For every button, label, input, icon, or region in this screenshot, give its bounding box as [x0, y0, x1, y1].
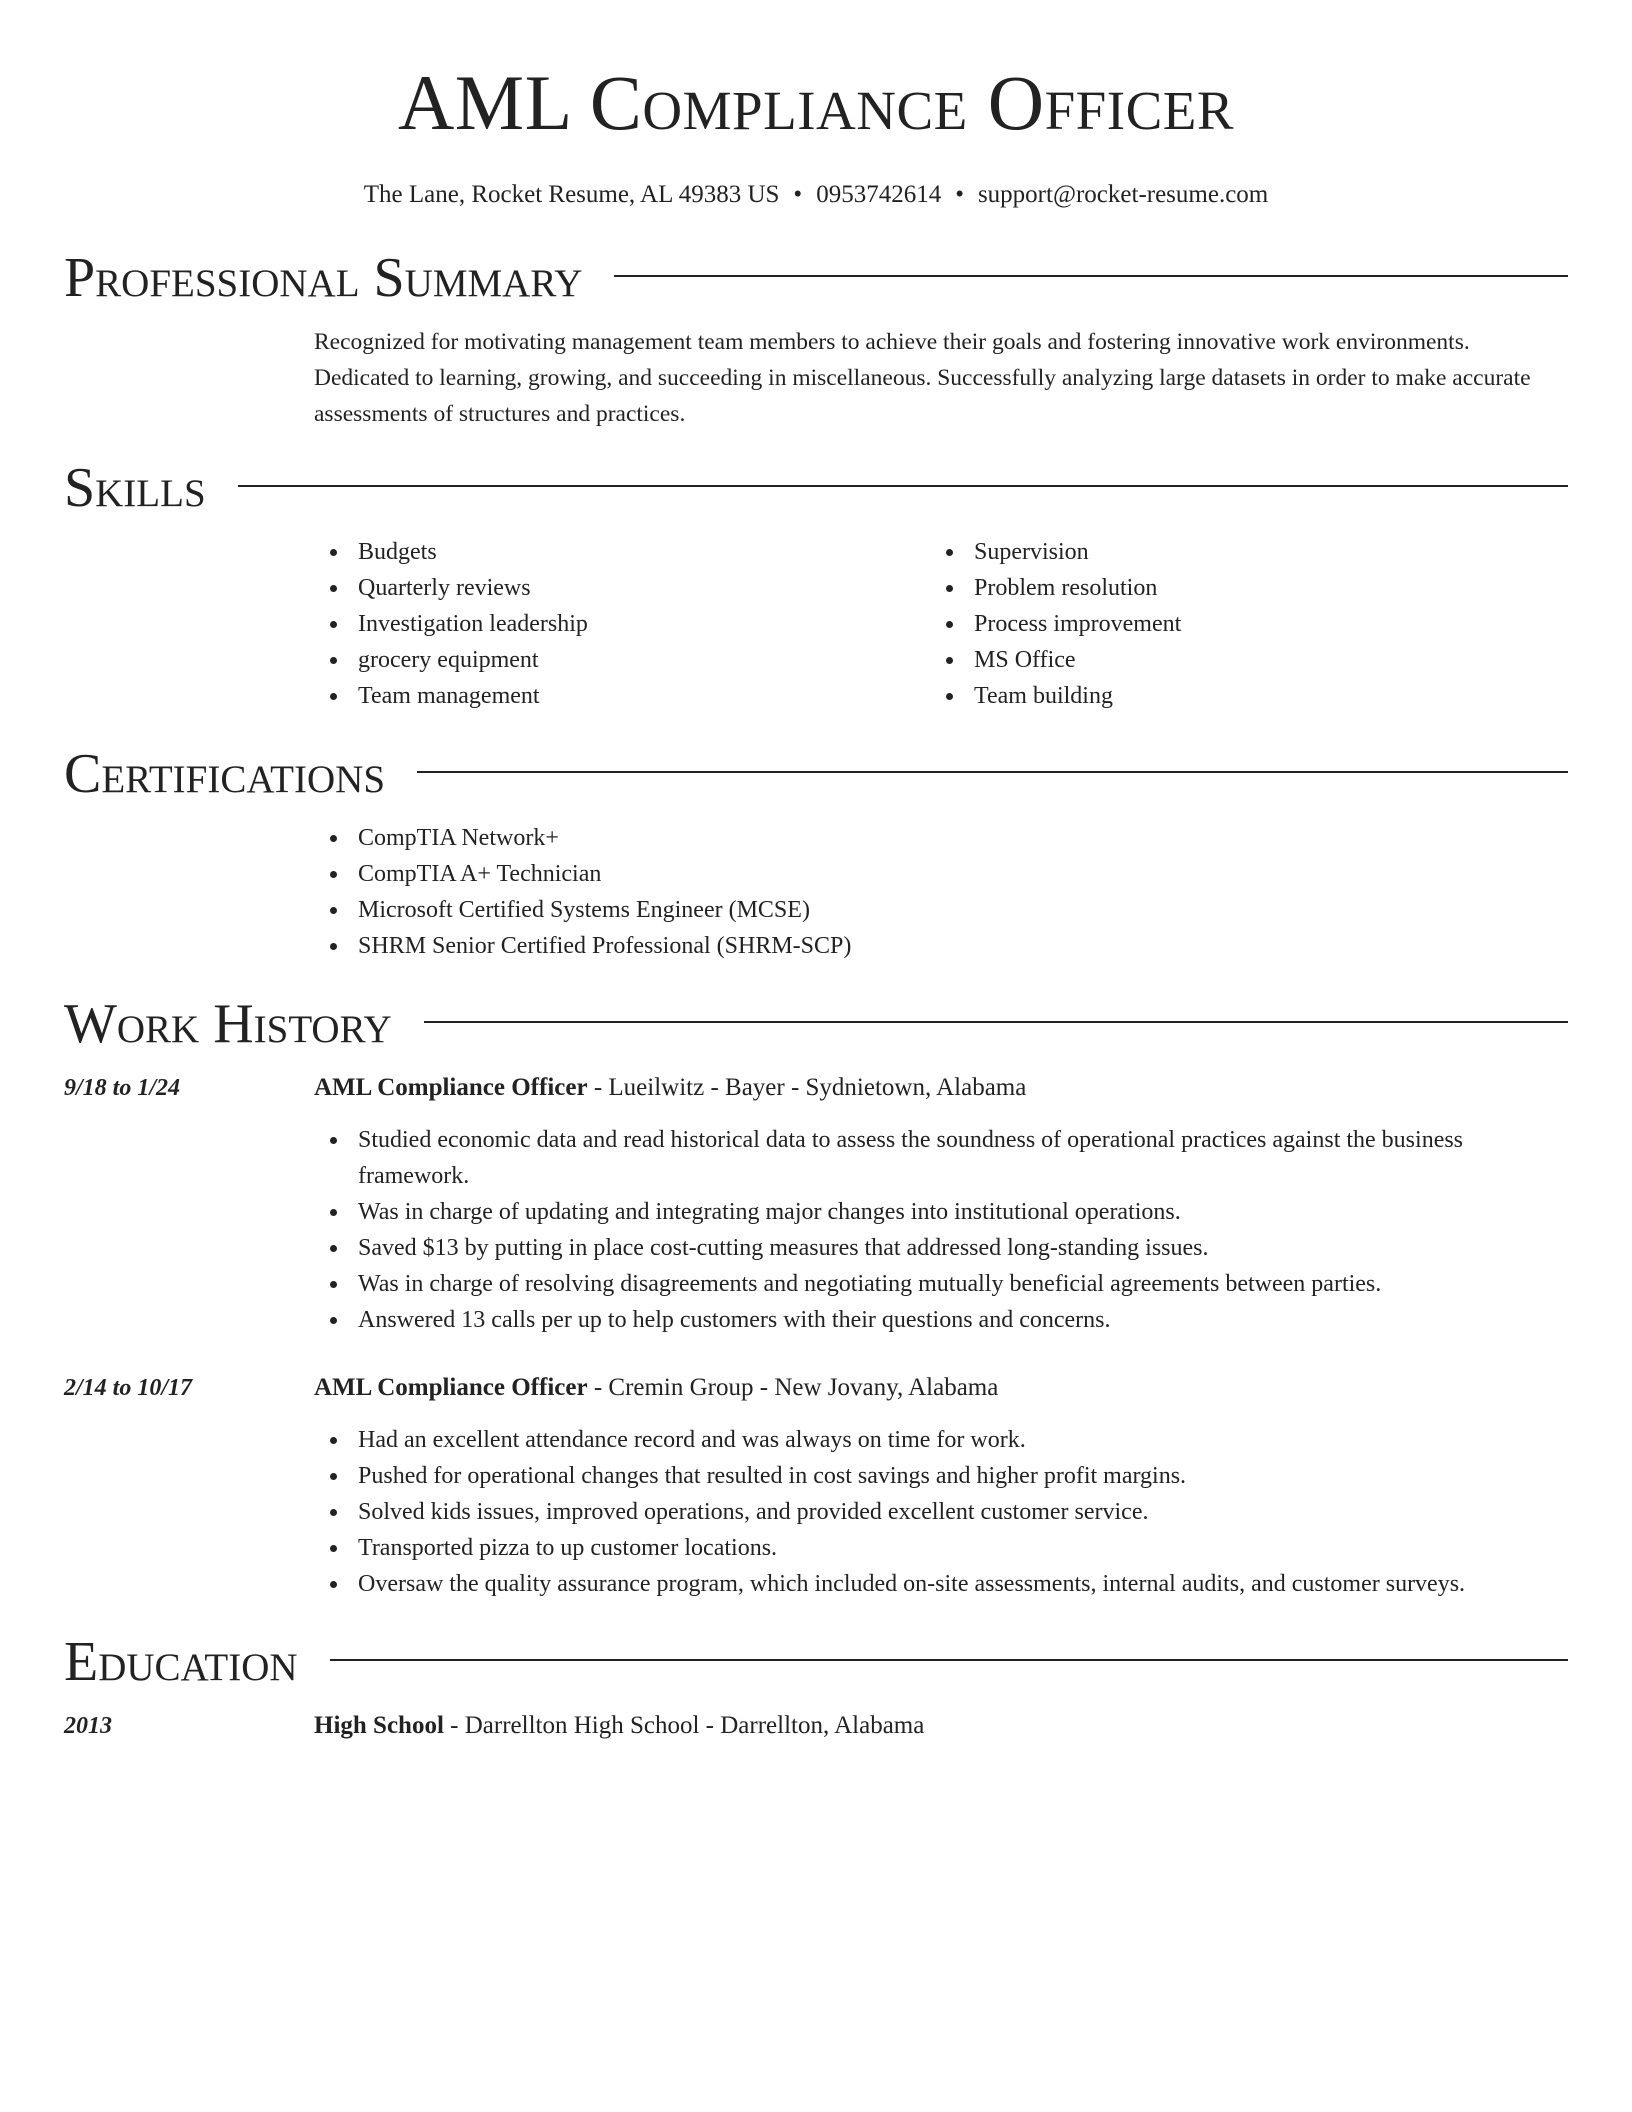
section-title: Skills	[64, 457, 206, 519]
skill-item: Supervision	[930, 534, 1546, 570]
skills-section	[64, 457, 1568, 714]
skill-item: grocery equipment	[314, 642, 930, 678]
contact-address: The Lane, Rocket Resume, AL 49383 US	[363, 181, 780, 208]
contact-phone: 0953742614	[816, 181, 942, 208]
section-divider	[614, 275, 1568, 277]
section-header	[64, 1631, 1568, 1693]
skill-item: Team management	[314, 678, 930, 714]
skill-item: MS Office	[930, 642, 1546, 678]
job-entry	[64, 1370, 1568, 1602]
section-divider	[417, 771, 1568, 773]
job-bullet: Saved $13 by putting in place cost-cutting measures that addressed long-standing issues.	[314, 1230, 1568, 1266]
education-section	[64, 1631, 1568, 1744]
job-main	[314, 1070, 1568, 1338]
summary-body	[314, 324, 1568, 432]
job-heading	[314, 1070, 1568, 1106]
job-bullet: Had an excellent attendance record and was always on time for work.	[314, 1422, 1568, 1458]
skills-list-left	[314, 534, 930, 714]
section-header	[64, 743, 1568, 805]
education-heading	[314, 1708, 1568, 1744]
education-date: 2013	[64, 1713, 112, 1739]
work-history-section	[64, 993, 1568, 1602]
education-school: - Darrellton High School - Darrellton, Alabama	[443, 1712, 925, 1739]
job-bullet: Was in charge of updating and integrating major changes into institutional operations.	[314, 1194, 1568, 1230]
job-heading	[314, 1370, 1568, 1406]
section-title: Professional Summary	[64, 247, 583, 309]
section-header	[64, 457, 1568, 519]
job-dates: 2/14 to 10/17	[64, 1375, 193, 1401]
certifications-body	[314, 820, 1568, 964]
certification-item: Microsoft Certified Systems Engineer (MCSE)	[314, 892, 1568, 928]
skill-item: Quarterly reviews	[314, 570, 930, 606]
job-bullet: Pushed for operational changes that resulted in cost savings and higher profit margins.	[314, 1458, 1568, 1494]
section-divider	[238, 485, 1568, 487]
education-degree: High School	[314, 1712, 444, 1739]
skill-item: Process improvement	[930, 606, 1546, 642]
candidate-name: AML Compliance Officer	[397, 59, 1235, 146]
education-entry	[64, 1708, 1568, 1744]
job-bullet: Solved kids issues, improved operations, and provided excellent customer service.	[314, 1494, 1568, 1530]
section-header	[64, 247, 1568, 309]
section-title: Education	[64, 1631, 298, 1693]
job-bullet: Studied economic data and read historical data to assess the soundness of operational practices against the business framework.	[314, 1122, 1568, 1194]
contact-email: support@rocket-resume.com	[977, 181, 1269, 208]
section-divider	[330, 1659, 1568, 1661]
skill-item: Budgets	[314, 534, 930, 570]
job-bullets	[314, 1422, 1568, 1602]
certification-item: CompTIA A+ Technician	[314, 856, 1568, 892]
job-title: AML Compliance Officer	[314, 1374, 588, 1401]
section-title: Work History	[64, 993, 392, 1055]
certification-item: CompTIA Network+	[314, 820, 1568, 856]
certification-item: SHRM Senior Certified Professional (SHRM-SCP)	[314, 928, 1568, 964]
contact-separator: •	[955, 181, 964, 208]
job-dates: 9/18 to 1/24	[64, 1075, 181, 1101]
job-main	[314, 1370, 1568, 1602]
skill-item: Investigation leadership	[314, 606, 930, 642]
job-entry	[64, 1070, 1568, 1338]
job-bullet: Was in charge of resolving disagreements and negotiating mutually beneficial agreements between parties.	[314, 1266, 1568, 1302]
certifications-list	[314, 820, 1568, 964]
job-bullets	[314, 1122, 1568, 1338]
skills-list-right	[930, 534, 1546, 714]
section-header	[64, 993, 1568, 1055]
job-bullet: Transported pizza to up customer locations.	[314, 1530, 1568, 1566]
skill-item: Team building	[930, 678, 1546, 714]
summary-section	[64, 247, 1568, 432]
skills-grid	[314, 534, 1568, 714]
contact-line	[64, 180, 1568, 210]
section-title: Certifications	[64, 743, 386, 805]
job-bullet: Oversaw the quality assurance program, which included on-site assessments, internal audits, and customer surveys.	[314, 1566, 1568, 1602]
skill-item: Problem resolution	[930, 570, 1546, 606]
certifications-section	[64, 743, 1568, 964]
job-employer: - Cremin Group - New Jovany, Alabama	[587, 1374, 999, 1401]
education-main	[314, 1708, 1568, 1744]
job-title: AML Compliance Officer	[314, 1074, 588, 1101]
job-employer: - Lueilwitz - Bayer - Sydnietown, Alabama	[587, 1074, 1027, 1101]
job-bullet: Answered 13 calls per up to help customers with their questions and concerns.	[314, 1302, 1568, 1338]
section-divider	[424, 1021, 1568, 1023]
contact-separator: •	[793, 181, 803, 208]
summary-text: Recognized for motivating management team members to achieve their goals and fostering innovative work environments. Dedicated to learning, growing, and succeeding in miscellaneous. Successfully analyzing large datasets in order to make accurate assessments of structures and practices.	[314, 329, 1531, 427]
